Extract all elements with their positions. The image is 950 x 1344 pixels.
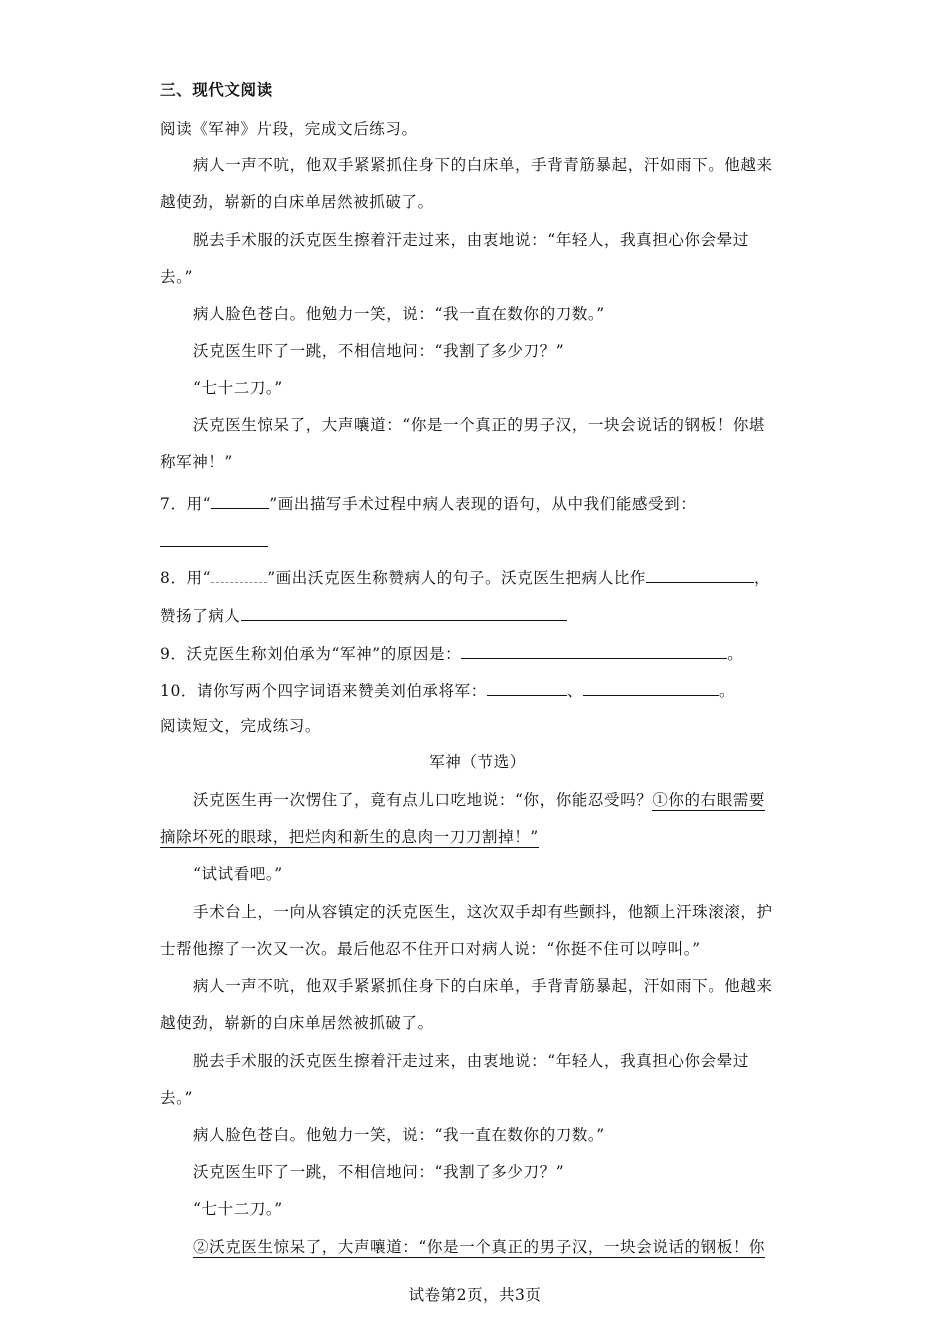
passage-paragraph-5-line-2: 去。” [160, 1089, 193, 1107]
excerpt-paragraph-4: 沃克医生吓了一跳，不相信地问：“我割了多少刀？” [193, 342, 565, 360]
excerpt-paragraph-2-line-2: 去。” [160, 268, 193, 286]
passage-paragraph-1-line-2 [160, 827, 795, 847]
question-8-line-2-text: 赞扬了病人 [160, 607, 241, 625]
excerpt-paragraph-2-line-1: 脱去手术服的沃克医生擦着汗走过来，由衷地说：“年轻人，我真担心你会晕过 [193, 231, 749, 249]
question-8 [160, 566, 795, 588]
question-8-answer-blank-1[interactable] [646, 566, 754, 583]
question-7-text: ”画出描写手术过程中病人表现的语句，从中我们能感受到： [269, 495, 697, 513]
question-10-text: 10．请你写两个四字词语来赞美刘伯承将军： [160, 682, 487, 700]
underlined-sentence-1-start: ①你的右眼需要 [652, 791, 766, 809]
question-7-answer-blank[interactable] [160, 546, 268, 547]
reading-instruction-2: 阅读短文，完成练习。 [160, 717, 322, 735]
question-9-answer-blank[interactable] [461, 642, 727, 659]
section-title: 三、现代文阅读 [160, 80, 273, 99]
excerpt-paragraph-5: “七十二刀。” [193, 379, 283, 397]
question-9 [160, 642, 795, 664]
excerpt-paragraph-1-line-2: 越使劲，崭新的白床单居然被抓破了。 [160, 193, 434, 211]
question-7-prefix: 7．用“ [160, 495, 212, 513]
question-9-text: 9．沃克医生称刘伯承为“军神”的原因是： [160, 645, 462, 663]
passage-paragraph-1-text: 沃克医生再一次愣住了，竟有点儿口吃地说：“你，你能忍受吗？ [193, 791, 653, 809]
passage-paragraph-1-line-1 [193, 790, 828, 810]
passage-paragraph-3-line-2: 士帮他擦了一次又一次。最后他忍不住开口对病人说：“你挺不住可以哼叫。” [160, 940, 701, 958]
passage-paragraph-4-line-2: 越使劲，崭新的白床单居然被抓破了。 [160, 1014, 434, 1032]
passage-paragraph-4-line-1: 病人一声不吭，他双手紧紧抓住身下的白床单，手背青筋暴起，汗如雨下。他越来 [193, 977, 773, 995]
question-10-separator: 、 [566, 682, 583, 700]
question-10 [160, 679, 795, 701]
question-8-text: ”画出沃克医生称赞病人的句子。沃克医生把病人比作 [267, 569, 647, 587]
page-footer: 试卷第2页，共3页 [408, 1286, 542, 1304]
question-8-prefix: 8．用“ [160, 569, 212, 587]
passage-paragraph-6: 病人脸色苍白。他勉力一笑，说：“我一直在数你的刀数。” [193, 1126, 605, 1144]
underlined-sentence-2: ②沃克医生惊呆了，大声嚷道：“你是一个真正的男子汉，一块会说话的钢板！你 [193, 1238, 766, 1256]
excerpt-paragraph-3: 病人脸色苍白。他勉力一笑，说：“我一直在数你的刀数。” [193, 305, 605, 323]
passage-paragraph-7: 沃克医生吓了一跳，不相信地问：“我割了多少刀？” [193, 1163, 565, 1181]
question-9-period: 。 [727, 645, 744, 663]
question-10-answer-blank-2[interactable] [583, 679, 719, 696]
excerpt-paragraph-6-line-2: 称军神！” [160, 453, 233, 471]
passage-title: 军神（节选） [429, 753, 526, 771]
reading-instruction: 阅读《军神》片段，完成文后练习。 [160, 120, 418, 138]
question-10-answer-blank-1[interactable] [487, 679, 567, 696]
question-8-comma: ， [754, 569, 771, 587]
question-10-period: 。 [718, 682, 736, 700]
passage-paragraph-3-line-1: 手术台上，一向从容镇定的沃克医生，这次双手却有些颤抖，他额上汗珠滚滚，护 [193, 903, 773, 921]
question-8-line-2 [160, 604, 795, 626]
underline-sample-straight [211, 492, 269, 509]
question-8-answer-blank-2[interactable] [241, 604, 567, 621]
passage-paragraph-2: “试试看吧。” [193, 865, 283, 883]
excerpt-paragraph-6-line-1: 沃克医生惊呆了，大声嚷道：“你是一个真正的男子汉，一块会说话的钢板！你堪 [193, 416, 766, 434]
underlined-sentence-1-end: 摘除坏死的眼球，把烂肉和新生的息肉一刀刀割掉！” [160, 828, 539, 846]
underline-sample-wavy [211, 566, 267, 583]
passage-paragraph-9 [193, 1237, 828, 1257]
excerpt-paragraph-1-line-1: 病人一声不吭，他双手紧紧抓住身下的白床单，手背青筋暴起，汗如雨下。他越来 [193, 156, 773, 174]
passage-paragraph-8: “七十二刀。” [193, 1200, 283, 1218]
question-7 [160, 492, 795, 514]
passage-paragraph-5-line-1: 脱去手术服的沃克医生擦着汗走过来，由衷地说：“年轻人，我真担心你会晕过 [193, 1052, 749, 1070]
